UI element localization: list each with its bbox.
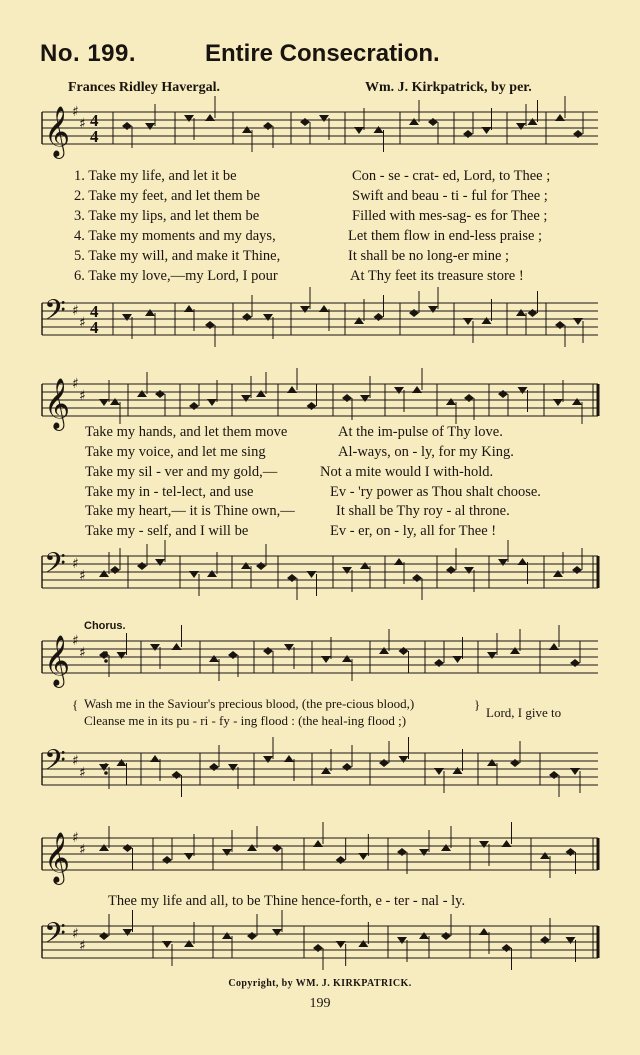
- words-credit: Frances Ridley Havergal.: [68, 80, 221, 95]
- notehead: [354, 317, 364, 324]
- notehead: [117, 652, 127, 659]
- notehead: [487, 759, 497, 766]
- chorus-line-1: Wash me in the Saviour's precious blood, (the pre-cious blood,): [84, 696, 415, 711]
- notehead: [189, 402, 199, 410]
- notehead: [241, 562, 251, 569]
- repeat-dot: [104, 771, 108, 775]
- repeat-dot: [104, 763, 108, 767]
- sharp-icon: ♯: [72, 556, 79, 572]
- notehead: [516, 123, 526, 130]
- verse-line-3-left: 3. Take my lips, and let them be: [74, 208, 260, 224]
- time-signature-digit: 4: [90, 318, 99, 337]
- notehead: [336, 856, 346, 864]
- time-signature-digit: 4: [90, 111, 99, 130]
- verse-line-1-right: Con - se - crat- ed, Lord, to Thee ;: [352, 168, 551, 184]
- sharp-icon: ♯: [72, 303, 79, 319]
- notehead: [307, 571, 317, 578]
- notehead: [570, 659, 580, 667]
- notehead: [453, 767, 463, 774]
- notehead: [300, 118, 310, 126]
- copyright-notice: Copyright, by WM. J. KIRKPATRICK.: [228, 978, 412, 989]
- notehead: [342, 655, 352, 662]
- notehead: [122, 314, 132, 321]
- notehead: [122, 122, 132, 130]
- notehead: [150, 755, 160, 762]
- bass-clef-icon: 𝄢: [44, 294, 66, 334]
- notehead: [446, 566, 456, 574]
- notehead: [498, 390, 508, 398]
- verse-line-6-left: 6. Take my love,—my Lord, I pour: [74, 268, 278, 284]
- verse-line-2-right: Swift and beau - ti - ful for Thee ;: [352, 188, 548, 204]
- notehead: [479, 928, 489, 935]
- notehead: [397, 848, 407, 856]
- repeat-dot: [104, 659, 108, 663]
- notehead: [110, 398, 120, 405]
- notehead: [502, 840, 512, 847]
- notehead: [572, 398, 582, 405]
- bass-staff-1: [0, 295, 640, 355]
- notehead: [394, 387, 404, 394]
- bass-clef-icon: 𝄢: [44, 547, 66, 587]
- hymn-title: Entire Consecration.: [205, 40, 440, 67]
- time-signature-digit: 4: [90, 302, 99, 321]
- notehead: [137, 390, 147, 397]
- notehead: [397, 937, 407, 944]
- notehead: [162, 941, 172, 948]
- notehead: [263, 756, 273, 763]
- notehead: [205, 114, 215, 121]
- notehead: [528, 309, 538, 317]
- notehead: [540, 936, 550, 944]
- notehead: [145, 123, 155, 130]
- notehead: [487, 652, 497, 659]
- notehead: [247, 932, 257, 940]
- sharp-icon: ♯: [72, 376, 79, 392]
- notehead: [228, 651, 238, 659]
- notehead: [482, 317, 492, 324]
- sharp-icon: ♯: [79, 938, 86, 954]
- notehead: [428, 306, 438, 313]
- notehead: [555, 321, 565, 329]
- sharp-icon: ♯: [79, 645, 86, 661]
- sharp-icon: ♯: [79, 568, 86, 584]
- verse2-line-4-right: Ev - 'ry power as Thou shalt choose.: [330, 484, 541, 500]
- notehead: [287, 386, 297, 393]
- notehead: [463, 130, 473, 138]
- bass-staff-4: [0, 918, 640, 978]
- notehead: [374, 313, 384, 321]
- notehead: [336, 941, 346, 948]
- notehead: [572, 566, 582, 574]
- page-number: 199: [309, 996, 331, 1011]
- verse2-line-4-left: Take my in - tel-lect, and use: [85, 484, 254, 500]
- treble-clef-icon: 𝄞: [44, 106, 71, 157]
- notehead: [150, 644, 160, 651]
- notehead: [155, 559, 165, 566]
- hymn-number: No. 199.: [40, 40, 137, 67]
- verse-line-2-left: 2. Take my feet, and let them be: [74, 188, 260, 204]
- treble-clef-icon: 𝄞: [44, 378, 71, 429]
- notehead: [272, 844, 282, 852]
- sharp-icon: ♯: [79, 842, 86, 858]
- notehead: [307, 402, 317, 410]
- treble-staff-1: [0, 104, 640, 164]
- notehead: [137, 562, 147, 570]
- verse-line-1-left: 1. Take my life, and let it be: [74, 168, 237, 184]
- verse-line-5-left: 5. Take my will, and make it Thine,: [74, 248, 281, 264]
- notehead: [319, 305, 329, 312]
- sharp-icon: ♯: [79, 765, 86, 781]
- sharp-icon: ♯: [72, 926, 79, 942]
- notehead: [172, 771, 182, 779]
- notehead: [354, 127, 364, 134]
- notehead: [172, 643, 182, 650]
- notehead: [242, 126, 252, 133]
- notehead: [516, 309, 526, 316]
- notehead: [155, 390, 165, 398]
- music-credit: Wm. J. Kirkpatrick, by per.: [365, 80, 532, 95]
- notehead: [399, 756, 409, 763]
- notehead: [409, 118, 419, 125]
- notehead: [313, 944, 323, 952]
- notehead: [360, 562, 370, 569]
- notehead: [256, 390, 266, 397]
- notehead: [263, 122, 273, 130]
- notehead: [319, 115, 329, 122]
- notehead: [434, 659, 444, 667]
- final-lyric-line: Thee my life and all, to be Thine hence-forth, e - ter - nal - ly.: [108, 893, 466, 909]
- verse2-line-6-right: Ev - er, on - ly, all for Thee !: [330, 523, 497, 539]
- notehead: [573, 318, 583, 325]
- verse2-line-3-right: Not a mite would I with-hold.: [320, 464, 494, 480]
- notehead: [99, 932, 109, 940]
- notehead: [510, 647, 520, 654]
- notehead: [374, 126, 384, 133]
- notehead: [358, 940, 368, 947]
- bass-clef-icon: 𝄢: [44, 917, 66, 957]
- notehead: [207, 399, 217, 406]
- verse2-line-1-left: Take my hands, and let them move: [85, 424, 288, 440]
- notehead: [342, 763, 352, 771]
- notehead: [555, 114, 565, 121]
- chorus-response: Lord, I give to: [486, 705, 562, 720]
- notehead: [228, 764, 238, 771]
- sharp-icon: ♯: [72, 104, 79, 120]
- bass-staff-3: [0, 745, 640, 805]
- notehead: [321, 656, 331, 663]
- notehead: [463, 318, 473, 325]
- chorus-line-2: Cleanse me in its pu - ri - fy - ing flood : (the heal-ing flood ;): [84, 713, 407, 728]
- notehead: [409, 309, 419, 317]
- verse-line-3-right: Filled with mes-sag- es for Thee ;: [352, 208, 548, 224]
- notehead: [117, 759, 127, 766]
- notehead: [207, 570, 217, 577]
- notehead: [99, 570, 109, 577]
- sharp-icon: ♯: [72, 830, 79, 846]
- notehead: [502, 944, 512, 952]
- notehead: [300, 306, 310, 313]
- notehead: [145, 309, 155, 316]
- treble-staff-4: [0, 830, 640, 890]
- notehead: [99, 399, 109, 406]
- notehead: [184, 940, 194, 947]
- verse2-line-2-right: Al-ways, on - ly, for my King.: [338, 444, 514, 460]
- treble-staff-3: [0, 633, 640, 693]
- notehead: [99, 844, 109, 851]
- notehead: [428, 118, 438, 126]
- verse2-line-1-right: At the im-pulse of Thy love.: [338, 424, 503, 440]
- sharp-icon: ♯: [79, 388, 86, 404]
- notehead: [123, 929, 133, 936]
- notehead: [284, 644, 294, 651]
- notehead: [222, 849, 232, 856]
- notehead: [209, 655, 219, 662]
- notehead: [184, 305, 194, 312]
- notehead: [287, 574, 297, 582]
- notehead: [566, 937, 576, 944]
- notehead: [321, 767, 331, 774]
- verse-line-4-left: 4. Take my moments and my days,: [74, 228, 276, 244]
- notehead: [379, 759, 389, 767]
- notehead: [479, 841, 489, 848]
- notehead: [360, 395, 370, 402]
- chorus-label: Chorus.: [84, 620, 126, 632]
- notehead: [464, 394, 474, 402]
- notehead: [549, 643, 559, 650]
- notehead: [247, 844, 257, 851]
- notehead: [453, 656, 463, 663]
- notehead: [570, 768, 580, 775]
- verse-line-6-right: At Thy feet its treasure store !: [350, 268, 524, 284]
- notehead: [510, 759, 520, 767]
- notehead: [446, 398, 456, 405]
- notehead: [263, 647, 273, 655]
- notehead: [482, 127, 492, 134]
- notehead: [419, 849, 429, 856]
- verse-line-5-right: It shall be no long-er mine ;: [348, 248, 510, 264]
- notehead: [184, 853, 194, 860]
- notehead: [394, 558, 404, 565]
- treble-clef-icon: 𝄞: [44, 635, 71, 686]
- treble-clef-icon: 𝄞: [44, 832, 71, 883]
- notehead: [256, 562, 266, 570]
- notehead: [528, 118, 538, 125]
- sharp-icon: ♯: [79, 315, 86, 331]
- notehead: [123, 844, 133, 852]
- notehead: [434, 768, 444, 775]
- notehead: [284, 755, 294, 762]
- notehead: [540, 852, 550, 859]
- notehead: [162, 856, 172, 864]
- notehead: [189, 571, 199, 578]
- repeat-dot: [104, 651, 108, 655]
- time-signature-digit: 4: [90, 127, 99, 146]
- sharp-icon: ♯: [72, 753, 79, 769]
- notehead: [441, 844, 451, 851]
- notehead: [549, 771, 559, 779]
- notehead: [241, 395, 251, 402]
- notehead: [272, 929, 282, 936]
- notehead: [553, 399, 563, 406]
- notehead: [441, 932, 451, 940]
- notehead: [263, 314, 273, 321]
- bass-clef-icon: 𝄢: [44, 744, 66, 784]
- verse2-line-5-left: Take my heart,— it is Thine own,—: [85, 503, 295, 519]
- notehead: [464, 567, 474, 574]
- notehead: [518, 558, 528, 565]
- notehead: [184, 115, 194, 122]
- notehead: [358, 853, 368, 860]
- notehead: [242, 313, 252, 321]
- notehead: [566, 848, 576, 856]
- notehead: [412, 386, 422, 393]
- notehead: [342, 394, 352, 402]
- notehead: [222, 932, 232, 939]
- sharp-icon: ♯: [79, 116, 86, 132]
- chorus-brace-right: }: [474, 697, 481, 712]
- verse2-line-3-left: Take my sil - ver and my gold,—: [85, 464, 278, 480]
- chorus-brace-left: {: [72, 697, 79, 712]
- verse-line-4-right: Let them flow in end-less praise ;: [348, 228, 543, 244]
- notehead: [342, 567, 352, 574]
- verse2-line-2-left: Take my voice, and let me sing: [85, 444, 266, 460]
- verse2-line-5-right: It shall be Thy roy - al throne.: [336, 503, 510, 519]
- verse2-line-6-left: Take my - self, and I will be: [85, 523, 249, 539]
- notehead: [399, 647, 409, 655]
- bass-staff-2: [0, 548, 640, 608]
- notehead: [518, 387, 528, 394]
- notehead: [419, 932, 429, 939]
- notehead: [379, 647, 389, 654]
- notehead: [412, 574, 422, 582]
- notehead: [209, 763, 219, 771]
- notehead: [498, 559, 508, 566]
- notehead: [205, 321, 215, 329]
- notehead: [110, 566, 120, 574]
- notehead: [313, 840, 323, 847]
- notehead: [573, 130, 583, 138]
- sharp-icon: ♯: [72, 633, 79, 649]
- notehead: [553, 570, 563, 577]
